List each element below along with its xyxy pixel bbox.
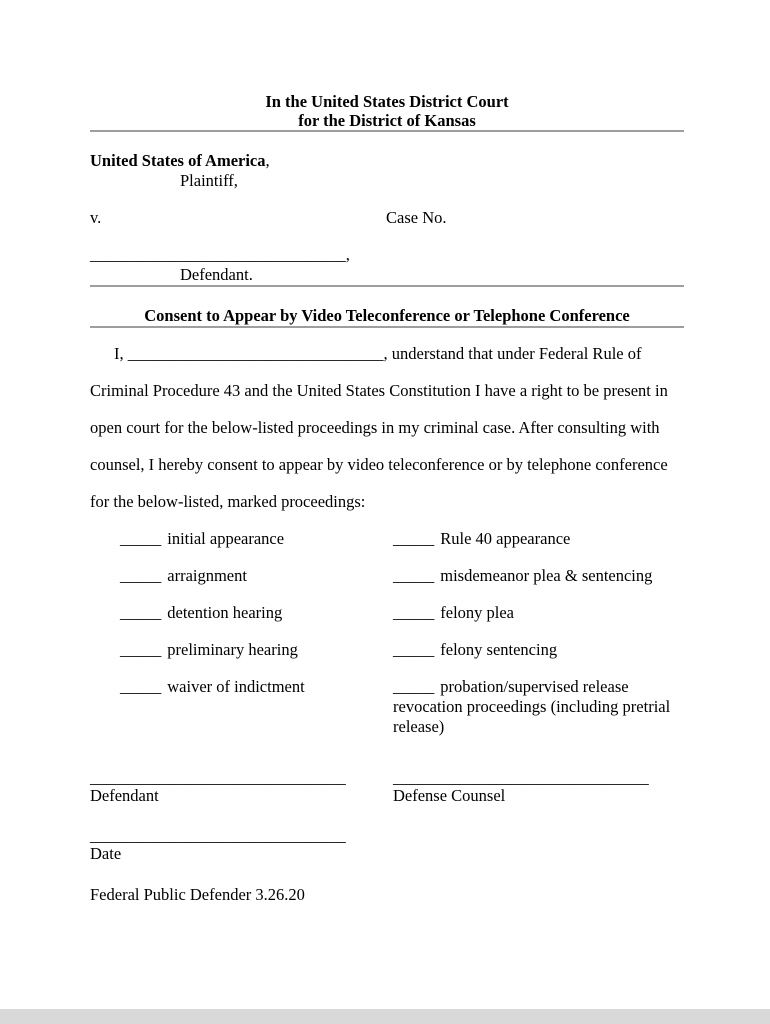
check-blank[interactable]: _____ (120, 529, 162, 548)
checklist-item-label: preliminary hearing (167, 640, 298, 659)
plaintiff-line (90, 151, 684, 171)
paragraph-body: , understand that under Federal Rule of Criminal Procedure 43 and the United States Constitution I have a right to be present in open court for the below-listed proceedings in my criminal case. After consulting with counsel, I hereby consent to appear by video teleconference or by telephone conference for the below-listed, marked proceedings: (90, 344, 668, 511)
defendant-signature-label: Defendant (90, 786, 159, 805)
date-block (90, 826, 684, 864)
checklist-item-label: waiver of indictment (167, 677, 305, 696)
checklist-item-detention-hearing (90, 603, 393, 623)
bottom-gray-bar (0, 1009, 770, 1024)
checklist-item-rule-40-appearance (393, 529, 684, 549)
checklist-item-arraignment (90, 566, 393, 586)
checklist-item-label: felony sentencing (440, 640, 558, 659)
checklist-item-label: initial appearance (167, 529, 285, 548)
checklist-item-preliminary-hearing (90, 640, 393, 660)
checklist-item-misdemeanor-plea (393, 566, 684, 586)
check-blank[interactable]: _____ (120, 677, 162, 696)
defense-counsel-signature-label: Defense Counsel (393, 786, 506, 805)
checklist-item-label: Rule 40 appearance (440, 529, 571, 548)
divider-rule (90, 326, 684, 328)
consent-paragraph (90, 335, 684, 520)
defendant-label: Defendant. (180, 265, 253, 284)
checklist-item-label: detention hearing (167, 603, 283, 622)
versus-row (90, 208, 684, 228)
checklist-item-label: misdemeanor plea & sentencing (440, 566, 653, 585)
plaintiff-label: Plaintiff, (180, 171, 238, 190)
checklist-item-felony-plea (393, 603, 684, 623)
versus-label: v. (90, 208, 102, 227)
defendant-name-row (90, 245, 684, 265)
document-heading: Consent to Appear by Video Teleconference or Telephone Conference (144, 306, 630, 325)
checklist-item-label: arraignment (167, 566, 247, 585)
date-label: Date (90, 844, 122, 863)
defendant-signature-line[interactable]: _______________________________ (90, 768, 346, 787)
defendant-name-blank[interactable]: _______________________________ (90, 245, 346, 264)
check-blank[interactable]: _____ (393, 566, 435, 585)
plaintiff-comma: , (265, 151, 270, 170)
checklist-item-waiver-of-indictment (90, 677, 393, 737)
checklist-item-felony-sentencing (393, 640, 684, 660)
check-blank[interactable]: _____ (120, 603, 162, 622)
check-blank[interactable]: _____ (120, 640, 162, 659)
checklist-item-label: felony plea (440, 603, 515, 622)
plaintiff-name: United States of America (90, 151, 266, 170)
name-fill-blank[interactable]: _______________________________ (127, 344, 384, 363)
check-blank[interactable]: _____ (120, 566, 162, 585)
court-title-line2: for the District of Kansas (298, 111, 476, 130)
check-blank[interactable]: _____ (393, 640, 435, 659)
court-title-line1: In the United States District Court (265, 92, 509, 111)
case-number-label: Case No. (386, 208, 447, 227)
case-caption (90, 151, 684, 285)
defense-counsel-signature-cell (393, 768, 684, 806)
date-line[interactable]: _______________________________ (90, 826, 346, 845)
check-blank[interactable]: _____ (393, 529, 435, 548)
checklist-item-probation-revocation (393, 677, 684, 737)
defendant-signature-cell (90, 768, 393, 806)
check-blank[interactable]: _____ (393, 603, 435, 622)
check-blank[interactable]: _____ (393, 677, 435, 696)
defendant-comma: , (345, 245, 350, 264)
court-title (90, 92, 684, 130)
checklist-item-label: probation/supervised release revocation proceedings (including pretrial release) (393, 677, 671, 736)
proceedings-checklist (90, 529, 684, 737)
defense-counsel-signature-line[interactable]: _______________________________ (393, 768, 649, 787)
form-version-footer: Federal Public Defender 3.26.20 (90, 885, 305, 904)
divider-rule (90, 130, 684, 132)
signature-block (90, 768, 684, 806)
divider-rule (90, 285, 684, 287)
paragraph-prefix: I, (114, 344, 128, 363)
checklist-item-initial-appearance (90, 529, 393, 549)
